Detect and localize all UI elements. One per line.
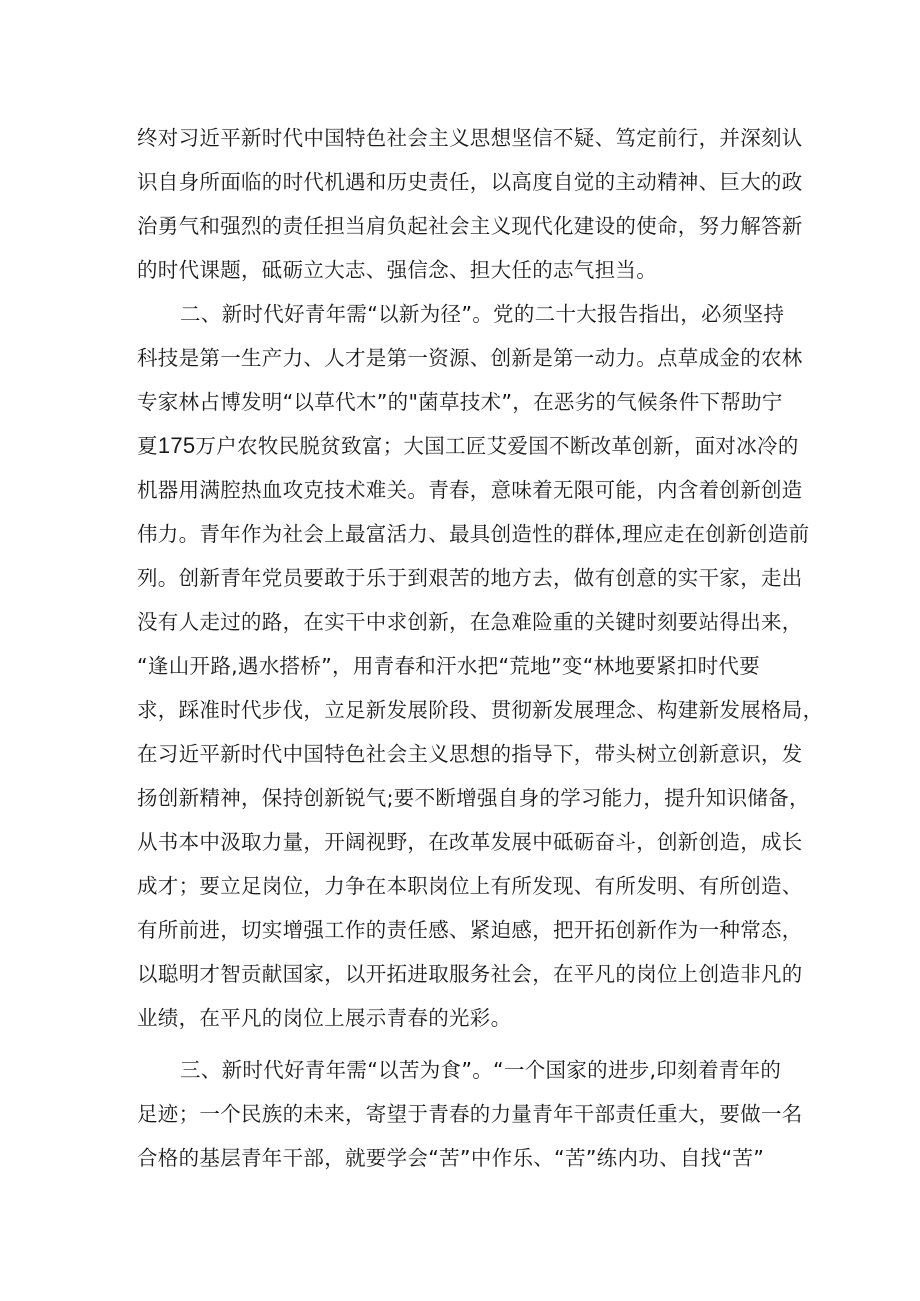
household-count: 175	[157, 433, 196, 458]
text-line: 列。创新青年党员要敢于乐于到艰苦的地方去，做有创意的实干家，走出	[137, 566, 803, 590]
text-line: 识自身所面临的时代机遇和历史责任，以高度自觉的主动精神、巨大的政	[137, 170, 803, 194]
line-rest: 万户农牧民脱贫致富；大国工匠艾爱国不断改革创新，面对冰冷的	[195, 434, 799, 458]
text-line: 机器用满腔热血攻克技术难关。青春，意味着无限可能，内含着创新创造	[137, 478, 803, 502]
text-line: 专家林占博发明“以草代木”的"菌草技术”，在恶劣的气候条件下帮助宁	[137, 390, 783, 414]
text-line: 终对习近平新时代中国特色社会主义思想坚信不疑、笃定前行，并深刻认	[137, 126, 803, 150]
paragraph-two-heading-line: 二、新时代好青年需“以新为径”。党的二十大报告指出，必须坚持	[180, 302, 785, 326]
text-line: 在习近平新时代中国特色社会主义思想的指导下，带头树立创新意识，发	[137, 742, 803, 766]
line-prefix: 夏	[137, 434, 158, 458]
text-line-with-number	[137, 426, 797, 466]
paragraph-three-heading-line: 三、新时代好青年需“以苦为食”。“一个国家的进步,印刻着青年的	[180, 1058, 782, 1082]
text-line: 足迹；一个民族的未来，寄望于青春的力量青年干部责任重大，要做一名	[137, 1102, 803, 1126]
text-line: 以聪明才智贡献国家，以开拓进取服务社会，在平凡的岗位上创造非凡的	[137, 962, 803, 986]
text-line: 成才；要立足岗位，力争在本职岗位上有所发现、有所发明、有所创造、	[137, 874, 803, 898]
text-line: 合格的基层青年干部，就要学会“苦”中作乐、“苦”练内功、自找“苦”	[137, 1146, 765, 1170]
text-line: “逢山开路,遇水搭桥”，用青春和汗水把“荒地”变“林地要紧扣时代要	[137, 654, 761, 678]
text-line: 的时代课题，砥砺立大志、强信念、担大任的志气担当。	[137, 258, 657, 282]
text-line: 扬创新精神，保持创新锐气;要不断增强自身的学习能力，提升知识储备，	[137, 786, 810, 810]
text-line: 科技是第一生产力、人才是第一资源、创新是第一动力。点草成金的农林	[137, 346, 803, 370]
text-line: 伟力。青年作为社会上最富活力、最具创造性的群体,理应走在创新创造前	[137, 522, 810, 546]
text-line: 治勇气和强烈的责任担当肩负起社会主义现代化建设的使命，努力解答新	[137, 214, 803, 238]
text-line: 有所前进，切实增强工作的责任感、紧迫感，把开拓创新作为一种常态，	[137, 918, 803, 942]
text-line: 从书本中汲取力量，开阔视野，在改革发展中砥砺奋斗，创新创造，成长	[137, 830, 803, 854]
text-line: 业绩，在平凡的岗位上展示青春的光彩。	[137, 1006, 512, 1030]
text-line: 求，踩准时代步伐，立足新发展阶段、贯彻新发展理念、构建新发展格局，	[137, 698, 824, 722]
text-line: 没有人走过的路，在实干中求创新，在急难险重的关键时刻要站得出来，	[137, 610, 803, 634]
